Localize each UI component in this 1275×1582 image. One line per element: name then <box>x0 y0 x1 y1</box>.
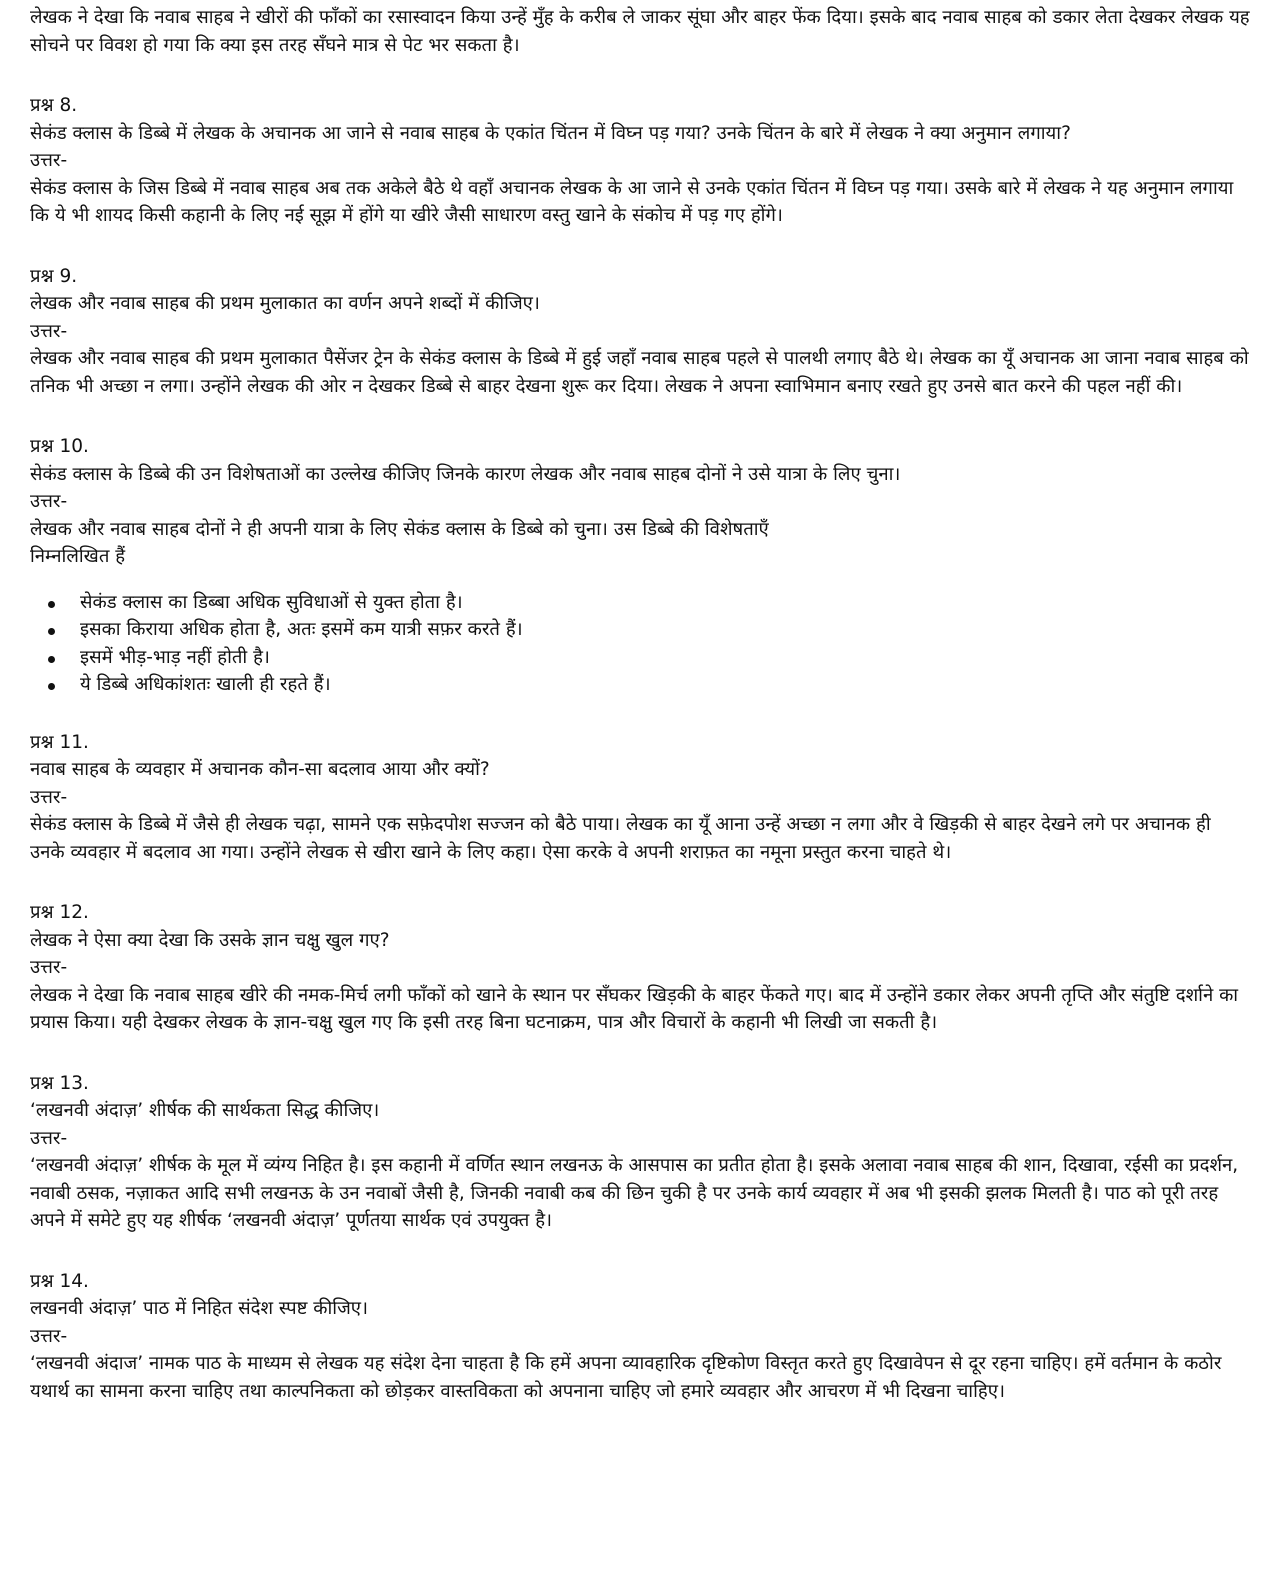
question-number: प्रश्न 12. <box>30 902 89 923</box>
feature-list <box>30 589 1251 699</box>
question-text: लेखक और नवाब साहब की प्रथम मुलाकात का वर्णन अपने शब्दों में कीजिए। <box>30 293 540 314</box>
list-item-text: ये डिब्बे अधिकांशतः खाली ही रहते हैं। <box>80 674 331 695</box>
answer-label: उत्तर- <box>30 1127 68 1149</box>
list-item <box>80 644 1251 672</box>
answer-label: उत्तर- <box>30 957 68 978</box>
question-13 <box>30 1070 1251 1235</box>
answer-text: लेखक ने देखा कि नवाब साहब खीरे की नमक-मिर्च लगी फाँकों को खाने के स्थान पर सँघकर खिड़की के बाहर फेंकते गए। बाद में उन्होंने डकार लेकर अपनी तृप्ति और संतुष्टि दर्शाने का प्रयास किया। यही देखकर लेखक के ज्ञान-चक्षु खुल गए कि इसी तरह बिना घटनाक्रम, पात्र और विचारों के कहानी भी लिखी जा सकती है। <box>30 984 1239 1033</box>
list-item-text: इसका किराया अधिक होता है, अतः इसमें कम यात्री सफ़र करते हैं। <box>80 619 523 640</box>
answer-label: उत्तर- <box>30 320 68 342</box>
answer-text-continued: निम्नलिखित हैं <box>30 546 126 567</box>
question-11 <box>30 729 1251 867</box>
question-number: प्रश्न 11. <box>30 731 89 753</box>
list-item-text: सेकंड क्लास का डिब्बा अधिक सुविधाओं से युक्त होता है। <box>80 591 463 613</box>
answer-text: सेकंड क्लास के जिस डिब्बे में नवाब साहब अब तक अकेले बैठे थे वहाँ अचानक लेखक के आ जाने से उनके एकांत चिंतन में विघ्न पड़ गया। उसके बारे में लेखक ने यह अनुमान लगाया कि ये भी शायद किसी कहानी के लिए नई सूझ में होंगे या खीरे जैसी साधारण वस्तु खाने के संकोच में पड़ गए होंगे। <box>30 177 1234 226</box>
answer-label: उत्तर- <box>30 491 68 512</box>
question-10 <box>30 433 1251 699</box>
intro-paragraph: लेखक ने देखा कि नवाब साहब ने खीरों की फाँकों का रसास्वादन किया उन्हें मुँह के करीब ले जाकर सूंघा और बाहर फेंक दिया। इसके बाद नवाब साहब को डकार लेता देखकर लेखक यह सोचने पर विवश हो गया कि क्या इस तरह सँघने मात्र से पेट भर सकता है। <box>30 7 1250 56</box>
bullet-icon <box>48 628 55 635</box>
answer-label: उत्तर- <box>30 1325 68 1347</box>
question-number: प्रश्न 14. <box>30 1270 89 1292</box>
answer-text: सेकंड क्लास के डिब्बे में जैसे ही लेखक चढ़ा, सामने एक सफ़ेदपोश सज्जन को बैठे पाया। लेखक का यूँ आना उन्हें अच्छा न लगा और वे खिड़की से बाहर देखने लगे पर अचानक ही उनके व्यवहार में बदलाव आ गया। उन्होंने लेखक से खीरा खाने के लिए कहा। ऐसा करके वे अपनी शराफ़त का नमूना प्रस्तुत करना चाहते थे। <box>30 814 1211 863</box>
answer-text: लेखक और नवाब साहब दोनों ने ही अपनी यात्रा के लिए सेकंड क्लास के डिब्बे को चुना। उस डिब्बे की विशेषताएँ <box>30 518 769 540</box>
question-text: नवाब साहब के व्यवहार में अचानक कौन-सा बदलाव आया और क्यों? <box>30 759 490 780</box>
list-item <box>80 616 1251 644</box>
question-number: प्रश्न 10. <box>30 436 89 457</box>
question-text: लेखक ने ऐसा क्या देखा कि उसके ज्ञान चक्षु खुल गए? <box>30 929 390 951</box>
answer-text: ‘लखनवी अंदाज़’ शीर्षक के मूल में व्यंग्य निहित है। इस कहानी में वर्णित स्थान लखनऊ के आसपास का प्रतीत होता है। इसके अलावा नवाब साहब की शान, दिखावा, रईसी का प्रदर्शन, नवाबी ठसक, नज़ाकत आदि सभी लखनऊ के उन नवाबों जैसी है, जिनकी नवाबी कब की छिन चुकी है पर उनके कार्य व्यवहार में अब भी इसकी झलक मिलती है। पाठ को पूरी तरह अपने में समेटे हुए यह शीर्षक ‘लखनवी अंदाज़’ पूर्णतया सार्थक एवं उपयुक्त है। <box>30 1155 1239 1231</box>
answer-label: उत्तर- <box>30 150 68 171</box>
list-item-text: इसमें भीड़-भाड़ नहीं होती है। <box>80 646 270 668</box>
list-item <box>80 671 1251 699</box>
question-text: सेकंड क्लास के डिब्बे में लेखक के अचानक आ जाने से नवाब साहब के एकांत चिंतन में विघ्न पड़ गया? उनके चिंतन के बारे में लेखक ने क्या अनुमान लगाया? <box>30 122 1071 144</box>
bullet-icon <box>48 656 55 663</box>
answer-text: लेखक और नवाब साहब की प्रथम मुलाकात पैसेंजर ट्रेन के सेकंड क्लास के डिब्बे में हुई जहाँ नवाब साहब पहले से पालथी लगाए बैठे थे। लेखक का यूँ अचानक आ जाना नवाब साहब को तनिक भी अच्छा न लगा। उन्होंने लेखक की ओर न देखकर डिब्बे से बाहर देखना शुरू कर दिया। लेखक ने अपना स्वाभिमान बनाए रखते हुए उनसे बात करने की पहल नहीं की। <box>30 348 1249 397</box>
question-number: प्रश्न 8. <box>30 95 78 116</box>
question-14 <box>30 1268 1251 1406</box>
question-9 <box>30 263 1251 401</box>
question-12 <box>30 899 1251 1037</box>
answer-label: उत्तर- <box>30 786 68 808</box>
question-8 <box>30 92 1251 230</box>
question-text: सेकंड क्लास के डिब्बे की उन विशेषताओं का उल्लेख कीजिए जिनके कारण लेखक और नवाब साहब दोनों ने उसे यात्रा के लिए चुना। <box>30 463 901 485</box>
bullet-icon <box>48 683 55 690</box>
answer-text: ‘लखनवी अंदाज’ नामक पाठ के माध्यम से लेखक यह संदेश देना चाहता है कि हमें अपना व्यावहारिक दृष्टिकोण विस्तृत करते हुए दिखावेपन से दूर रहना चाहिए। हमें वर्तमान के कठोर यथार्थ का सामना करना चाहिए तथा काल्पनिकता को छोड़कर वास्तविकता को अपनाना चाहिए जो हमारे व्यवहार और आचरण में भी दिखना चाहिए। <box>30 1353 1222 1402</box>
question-number: प्रश्न 13. <box>30 1072 89 1094</box>
question-text: ‘लखनवी अंदाज़’ शीर्षक की सार्थकता सिद्ध कीजिए। <box>30 1100 380 1121</box>
list-item <box>80 589 1251 617</box>
question-text: लखनवी अंदाज़’ पाठ में निहित संदेश स्पष्ट कीजिए। <box>30 1298 369 1319</box>
bullet-icon <box>48 601 55 608</box>
question-number: प्रश्न 9. <box>30 265 78 287</box>
